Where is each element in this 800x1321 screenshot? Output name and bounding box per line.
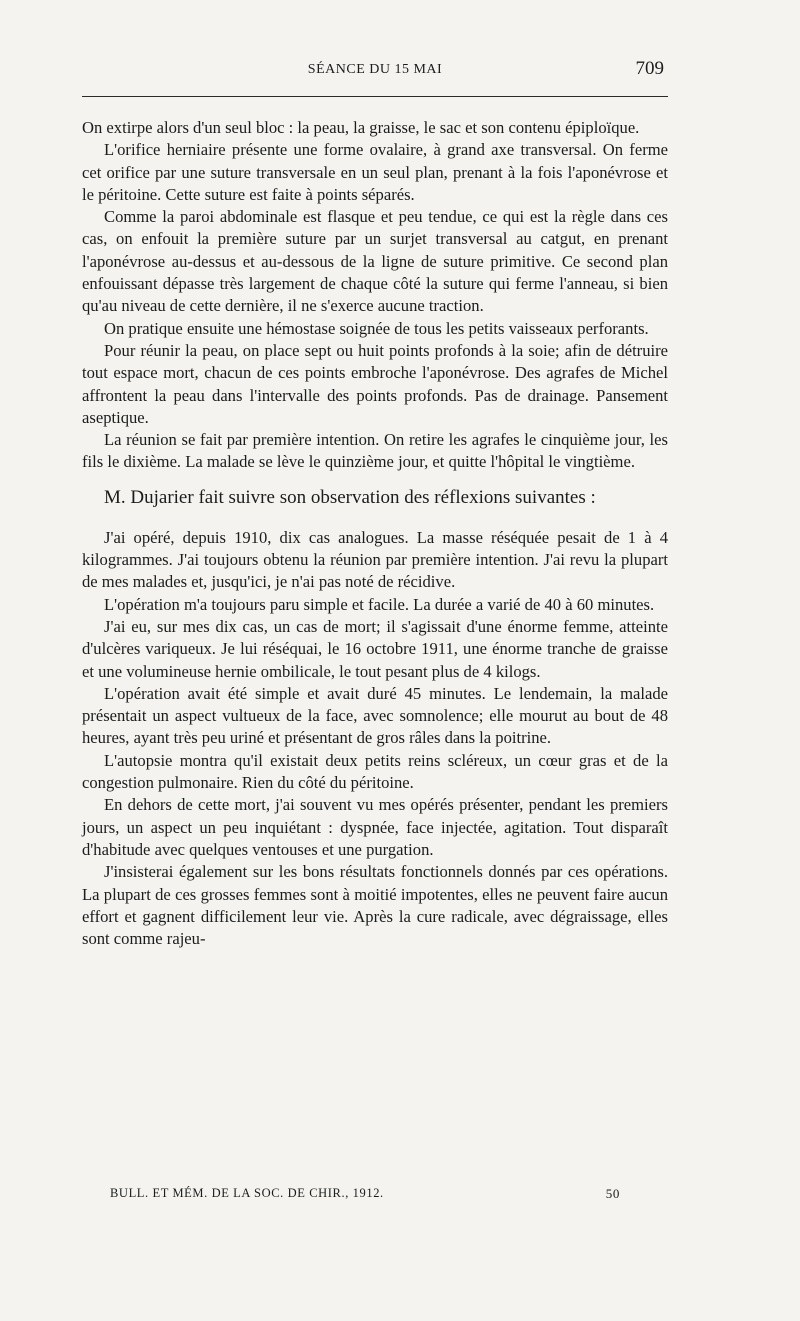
page xyxy=(82,58,668,950)
paragraph: J'ai eu, sur mes dix cas, un cas de mort; il s'agissait d'une énorme femme, atteinte d'ulcères variqueux. Je lui réséquai, le 16 octobre 1911, une énorme tranche de graisse et une volumineuse hernie ombilicale, le tout pesant plus de 4 kilogs. xyxy=(82,616,668,681)
paragraph: On pratique ensuite une hémostase soignée de tous les petits vaisseaux perforants. xyxy=(104,318,649,338)
paragraph: L'opération avait été simple et avait duré 45 minutes. Le lendemain, la malade présentait un aspect vultueux de la face, avec somnolence; elle mourut au bout de 48 heures, ayant très peu uriné et présentant de gros râles dans la poitrine. xyxy=(82,683,668,748)
paragraph: La réunion se fait par première intention. On retire les agrafes le cinquième jour, les fils le dixième. La malade se lève le quinzième jour, et quitte l'hôpital le vingtième. xyxy=(82,430,668,472)
paragraph: On extirpe alors d'un seul bloc : la peau, la graisse, le sac et son contenu épiploïque. xyxy=(82,118,640,137)
footer-journal: BULL. ET MÉM. DE LA SOC. DE CHIR., 1912. xyxy=(110,1186,384,1200)
page-header xyxy=(82,58,668,88)
body-text xyxy=(82,117,668,950)
lead-paragraph: M. Dujarier fait suivre son observation des réflexions suivantes : xyxy=(104,486,596,508)
header-rule xyxy=(82,96,668,97)
paragraph: J'ai opéré, depuis 1910, dix cas analogues. La masse réséquée pesait de 1 à 4 kilogrammes. J'ai toujours obtenu la réunion par première intention. J'ai revu la plupart de mes malades et, jusqu'ici, je n'ai pas noté de récidive. xyxy=(82,527,668,592)
paragraph: Pour réunir la peau, on place sept ou huit points profonds à la soie; afin de détruire tout espace mort, chacun de ces points embroche l'aponévrose. Des agrafes de Michel affrontent la peau dans l'intervalle des points profonds. Pas de drainage. Pansement aseptique. xyxy=(82,340,668,427)
paragraph: En dehors de cette mort, j'ai souvent vu mes opérés présenter, pendant les premiers jours, un aspect un peu inquiétant : dyspnée, face injectée, agitation. Tout disparaît d'habitude avec quelques ventouses et une purgation. xyxy=(82,795,668,859)
paragraph: L'autopsie montra qu'il existait deux petits reins scléreux, un cœur gras et de la congestion pulmonaire. Rien du côté du péritoine. xyxy=(82,750,668,793)
running-title: SÉANCE DU 15 MAI xyxy=(307,62,443,77)
page-number: 709 xyxy=(635,58,664,79)
page-footer xyxy=(110,1186,620,1201)
paragraph: J'insisterai également sur les bons résultats fonctionnels donnés par ces opérations. La plupart de ces grosses femmes sont à moitié impotentes, elles ne peuvent faire aucun effort et gagnent difficilement leur vie. Après la cure radicale, avec dégraissage, elles sont comme rajeu- xyxy=(82,862,668,949)
paragraph: Comme la paroi abdominale est flasque et peu tendue, ce qui est la règle dans ces cas, on enfouit la première suture par un surjet transversal au catgut, en prenant l'aponévrose au-dessus et au-dessous de la ligne de suture primitive. Ce second plan enfouissant dépasse très largement de chaque côté la suture qui ferme l'anneau, si bien qu'au niveau de cette dernière, il ne s'exerce aucune traction. xyxy=(82,207,668,316)
paragraph: L'opération m'a toujours paru simple et facile. La durée a varié de 40 à 60 minutes. xyxy=(104,594,655,614)
paragraph: L'orifice herniaire présente une forme ovalaire, à grand axe transversal. On ferme cet orifice par une suture transversale en un seul plan, prenant à la fois l'aponévrose et le péritoine. Cette suture est faite à points séparés. xyxy=(82,140,668,204)
signature-mark: 50 xyxy=(605,1186,620,1201)
